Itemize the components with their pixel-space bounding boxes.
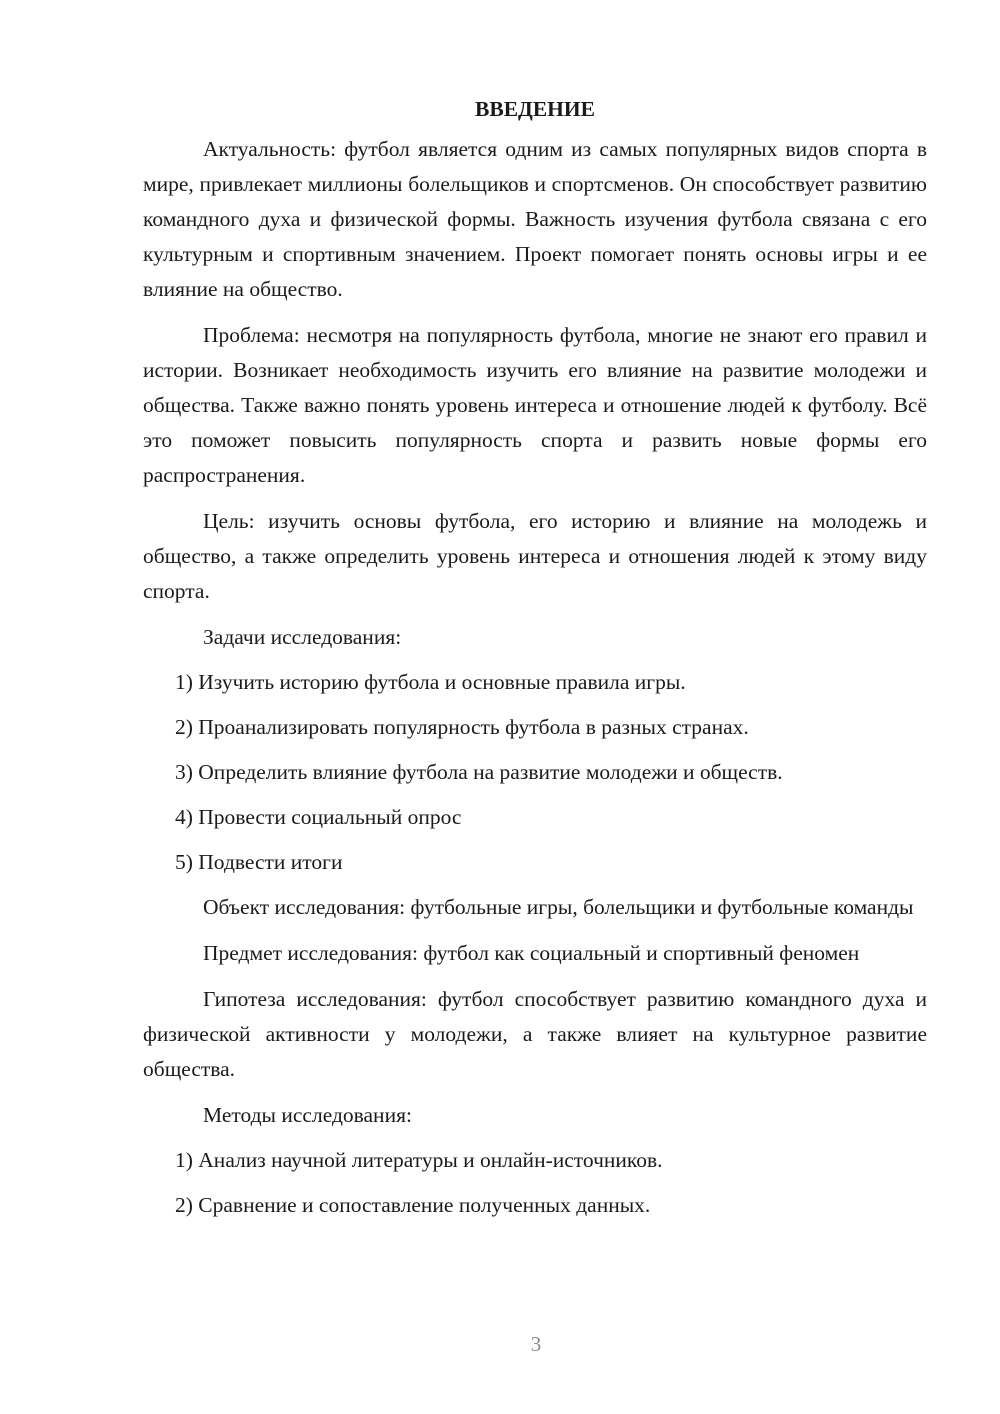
hypothesis-paragraph: Гипотеза исследования: футбол способствует развитию командного духа и физической активности у молодежи, а также влияет на культурное развитие общества. — [143, 987, 927, 1081]
goal-paragraph: Цель: изучить основы футбола, его историю и влияние на молодежь и общество, а также определить уровень интереса и отношения людей к этому виду спорта. — [143, 509, 927, 603]
page-number: 3 — [530, 1332, 542, 1356]
tasks-heading: Задачи исследования: — [203, 625, 402, 649]
list-item: 5) Подвести итоги — [175, 850, 343, 874]
document-page — [143, 92, 927, 1233]
problem-paragraph: Проблема: несмотря на популярность футбола, многие не знают его правил и истории. Возникает необходимость изучить его влияние на развитие молодежи и общества. Также важно понять уровень интереса и отношение людей к футболу. Всё это поможет повысить популярность спорта и развить новые формы его распространения. — [143, 323, 927, 487]
list-item: 2) Сравнение и сопоставление полученных данных. — [175, 1193, 651, 1217]
list-item: 2) Проанализировать популярность футбола в разных странах. — [175, 715, 749, 739]
subject-paragraph: Предмет исследования: футбол как социальный и спортивный феномен — [203, 941, 860, 965]
tasks-list — [143, 665, 927, 880]
list-item: 4) Провести социальный опрос — [175, 805, 462, 829]
page-title: ВВЕДЕНИЕ — [475, 97, 595, 121]
methods-heading: Методы исследования: — [203, 1103, 412, 1127]
object-paragraph: Объект исследования: футбольные игры, болельщики и футбольные команды — [203, 895, 914, 919]
methods-list — [143, 1143, 927, 1223]
relevance-paragraph: Актуальность: футбол является одним из самых популярных видов спорта в мире, привлекает миллионы болельщиков и спортсменов. Он способствует развитию командного духа и физической формы. Важность изучения футбола связана с его культурным и спортивным значением. Проект помогает понять основы игры и ее влияние на общество. — [143, 137, 927, 301]
list-item: 3) Определить влияние футбола на развитие молодежи и обществ. — [175, 760, 783, 784]
list-item: 1) Изучить историю футбола и основные правила игры. — [175, 670, 686, 694]
list-item: 1) Анализ научной литературы и онлайн-источников. — [175, 1148, 663, 1172]
